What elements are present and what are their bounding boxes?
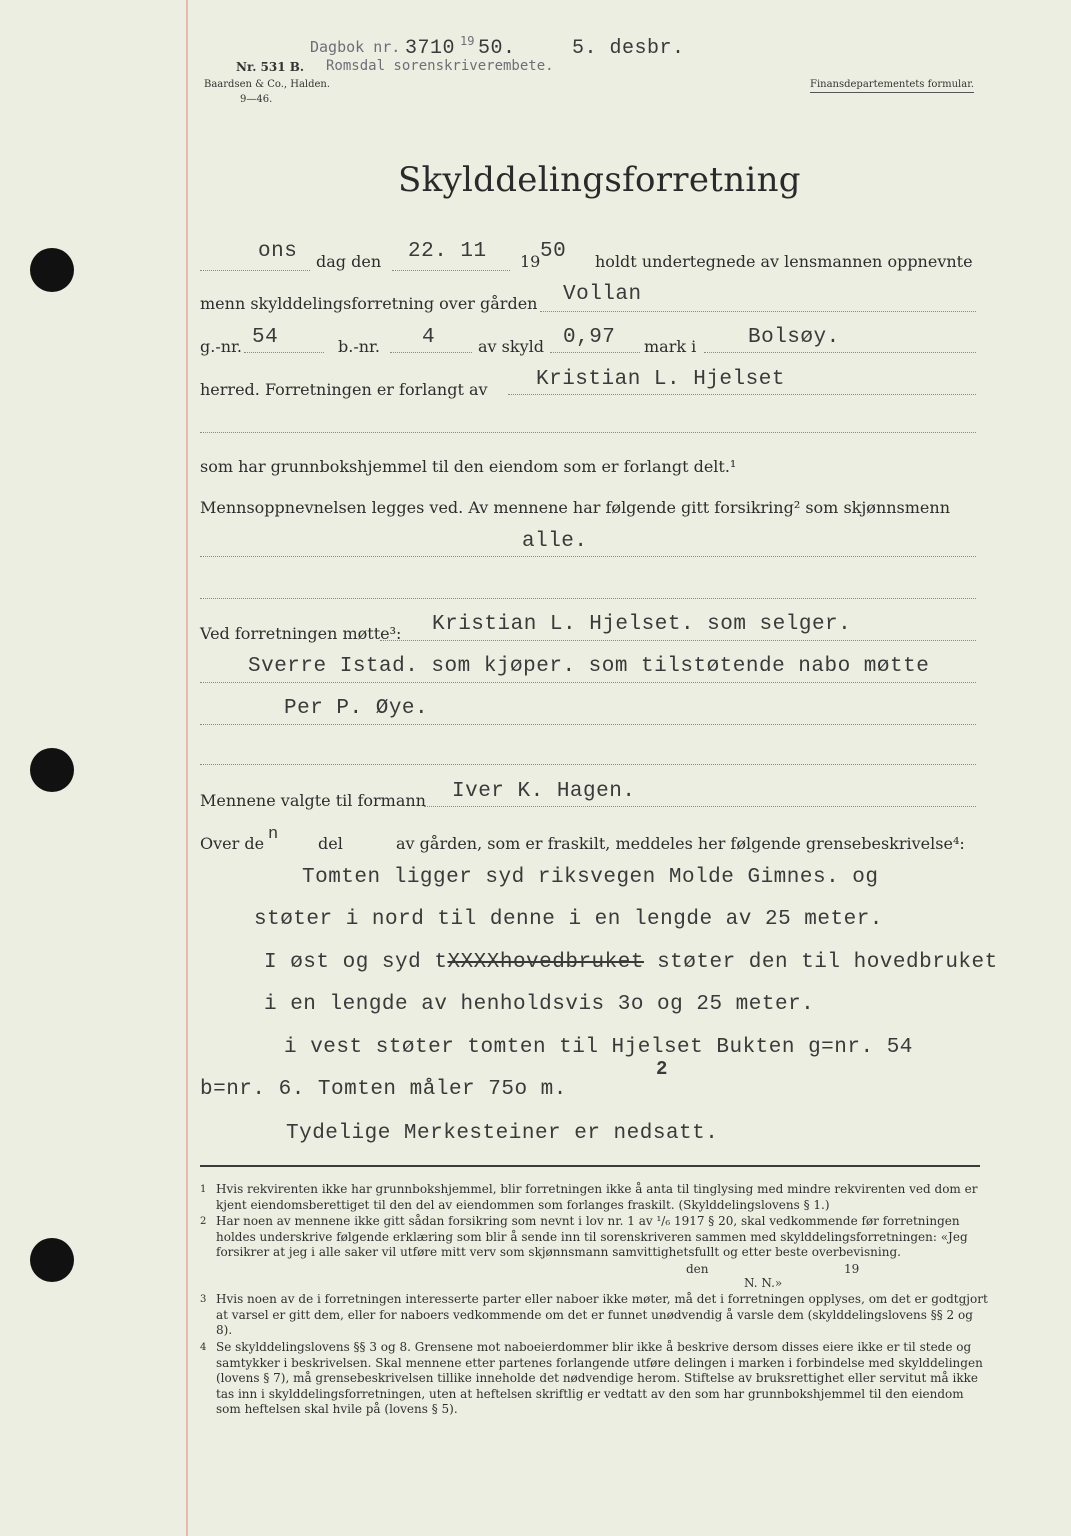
- skyld-value: 0,97: [563, 326, 616, 349]
- attendance-label: Ved forretningen møtte³:: [200, 624, 402, 643]
- line2-text: menn skylddelingsforretning over gården: [200, 294, 538, 313]
- description-line1: Tomten ligger syd riksvegen Molde Gimnes. og: [302, 866, 879, 889]
- label-dag-den: dag den: [316, 252, 382, 271]
- punch-hole: [30, 248, 74, 292]
- document-title: Skylddelingsforretning: [398, 160, 801, 200]
- dotted-line: [508, 394, 976, 395]
- dotted-line: [424, 806, 976, 807]
- chairman-name: Iver K. Hagen.: [452, 780, 636, 803]
- stamp-year-prefix: 19: [460, 34, 475, 48]
- farm-name: Vollan: [563, 283, 642, 306]
- dotted-line: [540, 311, 976, 312]
- ministry-form-label: Finansdepartementets formular.: [810, 78, 974, 93]
- registered-date: 5. desbr.: [572, 37, 685, 60]
- footnote-1: [200, 1182, 990, 1213]
- punch-hole: [30, 1238, 74, 1282]
- description-line4: i en lengde av henholdsvis 3o og 25 meter.: [264, 993, 815, 1016]
- footnote-text: Hvis rekvirenten ikke har grunnbokshjemmel, blir forretningen ikke å anta til tinglysing med mindre rekvirenten ved dom er kjent eiendomsberettiget til den del av eiendommen som forlanges fraskilt. (Skylddelingslovens § 1.): [216, 1182, 978, 1212]
- label-mark-i: mark i: [644, 337, 697, 356]
- label-skyld: av skyld: [478, 337, 544, 356]
- municipality-value: Bolsøy.: [748, 326, 840, 349]
- line7-value: alle.: [522, 530, 588, 553]
- footnote2-den: den: [686, 1262, 709, 1276]
- footnote-text: Se skylddelingslovens §§ 3 og 8. Grensene mot naboeierdommer blir ikke å beskrive dersom disses eiere ikke er til stede og samtykker i beskrivelsen. Skal mennene etter partenes forlangende utføre delingen i marken i forbindelse med skylddelingen (lovens § 7), må grensebeskrivelsen tillike inneholde det nødvendige herom. Stiftelse av bruksrettighet eller servitut må ikke tas inn i skylddelingsforretningen, uten at heftelsen skriftlig er vedtatt av den som har grunnbokshjemmel til den eiendom som heftelsen skal hvile på (lovens § 5).: [216, 1340, 983, 1416]
- footnote-3: [200, 1292, 990, 1339]
- bnr-value: 4: [422, 326, 436, 349]
- label-gnr: g.-nr.: [200, 337, 243, 356]
- line4-text: herred. Forretningen er forlangt av: [200, 380, 488, 399]
- print-date: 9—46.: [240, 94, 273, 105]
- footnote-rule: [200, 1165, 980, 1167]
- attendance-line3: Per P. Øye.: [284, 697, 429, 720]
- printer-name: Baardsen & Co., Halden.: [204, 79, 331, 90]
- footnote-text: Hvis noen av de i forretningen interesserte parter eller naboer ikke møter, må det i forretningen opplyses, om det er godtgjort at varsel er gitt dem, eller for naboers vedkommende om det er funnet unødvendig å varsle dem (skylddelingslovens §§ 2 og 8).: [216, 1292, 988, 1337]
- stamp-office: Romsdal sorenskriverembete.: [326, 58, 554, 74]
- dotted-line: [200, 270, 310, 271]
- description-line6: b=nr. 6. Tomten måler 75o m.: [200, 1078, 567, 1101]
- dotted-line: [244, 352, 324, 353]
- dagbok-year: 50.: [478, 37, 516, 60]
- superscript-n: n: [268, 825, 279, 844]
- dotted-line: [392, 270, 510, 271]
- footnote-number: 2: [200, 1216, 207, 1227]
- description-line3: [264, 951, 998, 974]
- dagbok-number: 3710: [405, 37, 456, 60]
- label-year-prefix: 19: [520, 252, 541, 271]
- dotted-line: [200, 432, 976, 433]
- description-line7: Tydelige Merkesteiner er nedsatt.: [286, 1122, 719, 1145]
- dotted-line: [390, 352, 472, 353]
- footnote-number: 1: [200, 1184, 207, 1195]
- margin-line: [186, 0, 188, 1536]
- dotted-line: [200, 724, 976, 725]
- dotted-line: [380, 640, 976, 641]
- line6-text: Mennsoppnevnelsen legges ved. Av mennene har følgende gitt forsikring² som skjønnsmenn: [200, 498, 951, 517]
- requester-name: Kristian L. Hjelset: [536, 368, 785, 391]
- line5-text: som har grunnbokshjemmel til den eiendom som er forlangt delt.¹: [200, 457, 737, 476]
- description-line5: i vest støter tomten til Hjelset Bukten g=nr. 54: [284, 1036, 913, 1059]
- footnote-number: 4: [200, 1342, 207, 1353]
- dotted-line: [704, 352, 976, 353]
- year-value: 50: [540, 240, 567, 263]
- footnote-text: Har noen av mennene ikke gitt sådan forsikring som nevnt i lov nr. 1 av ¹/₆ 1917 § 20, skal vedkommende før forretningen holdes underskrive følgende erklæring som blir å sende inn til sorenskriveren sammen med skylddelingsforretningen: «Jeg forsikrer at jeg i alle saker vil utføre mitt verv som skjønnsmann samvittighetsfullt og etter beste overbevisning.: [216, 1214, 968, 1259]
- gnr-value: 54: [252, 326, 279, 349]
- stamp-dagbok-label: Dagbok nr.: [310, 38, 401, 56]
- struck-text: XXXXhovedbruket: [447, 951, 644, 974]
- line1-text: holdt undertegnede av lensmannen oppnevnte: [595, 252, 973, 271]
- dotted-line: [200, 556, 976, 557]
- form-number: Nr. 531 B.: [236, 60, 305, 74]
- footnote-2: [200, 1214, 990, 1261]
- footnote2-signature: N. N.»: [744, 1276, 783, 1290]
- area-superscript: 2: [656, 1058, 668, 1080]
- label-over-de: Over de: [200, 834, 265, 853]
- label-del: del: [318, 834, 343, 853]
- footnote-4: [200, 1340, 990, 1418]
- weekday-value: ons: [258, 240, 298, 263]
- footnote2-year: 19: [844, 1262, 860, 1276]
- footnote-number: 3: [200, 1294, 207, 1305]
- label-grensebeskrivelse: av gården, som er fraskilt, meddeles her følgende grensebeskrivelse⁴:: [396, 834, 965, 853]
- chairman-label: Mennene valgte til formann: [200, 791, 426, 810]
- description-line3-end: støter den til hovedbruket: [643, 951, 998, 974]
- attendance-line1: Kristian L. Hjelset. som selger.: [432, 613, 852, 636]
- punch-hole: [30, 748, 74, 792]
- attendance-line2: Sverre Istad. som kjøper. som tilstøtende nabo møtte: [248, 655, 930, 678]
- date-value: 22. 11: [408, 240, 487, 263]
- dotted-line: [200, 764, 976, 765]
- dotted-line: [200, 598, 976, 599]
- dotted-line: [200, 682, 976, 683]
- description-line3-start: I øst og syd t: [264, 951, 448, 974]
- dotted-line: [550, 352, 640, 353]
- description-line2: støter i nord til denne i en lengde av 25 meter.: [254, 908, 883, 931]
- label-bnr: b.-nr.: [338, 337, 381, 356]
